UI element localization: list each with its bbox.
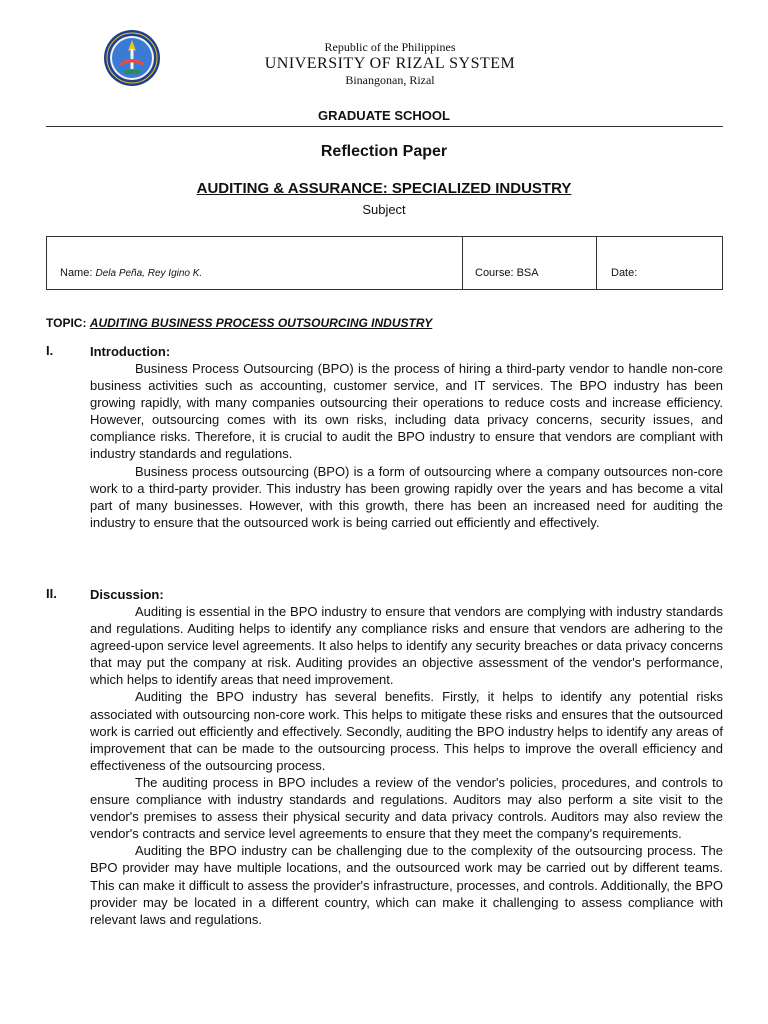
section-number: II.: [46, 586, 57, 601]
paragraph: The auditing process in BPO includes a review of the vendor's policies, procedures, and controls to ensure compliance with industry standards and regulations. Auditors may also perform a site visit to the vendor's premises to assess their physical security and data privacy controls. Auditors may also review the vendor's contracts and service level agreements to ensure that they meet the company's requirements.: [90, 774, 723, 842]
university-seal-icon: [103, 29, 161, 87]
section-discussion: [46, 586, 723, 928]
institution-header: [190, 40, 590, 87]
paper-type: Reflection Paper: [320, 143, 448, 160]
name-label: Name:: [60, 267, 93, 279]
school-name: GRADUATE SCHOOL: [318, 108, 450, 123]
paragraph: Business Process Outsourcing (BPO) is the process of hiring a third-party vendor to handle non-core business activities such as accounting, customer service, and IT services. The BPO industry has been growing rapidly, with many companies outsourcing their operations to reduce costs and increase efficiency. However, outsourcing comes with its own risks, including data privacy concerns, security issues, and compliance risks. Therefore, it is crucial to audit the BPO industry to ensure that vendors are compliant with industry standards and regulations.: [90, 361, 723, 462]
header-divider: [46, 126, 723, 127]
topic-value: AUDITING BUSINESS PROCESS OUTSOURCING INDUSTRY: [89, 316, 433, 330]
topic-label: TOPIC:: [46, 316, 87, 330]
topic-line: [46, 316, 432, 330]
course-cell: [463, 237, 597, 289]
section-number: I.: [46, 343, 54, 358]
paragraph: Auditing the BPO industry can be challenging due to the complexity of the outsourcing process. The BPO provider may have multiple locations, and the outsourced work may be carried out by different teams. This can make it difficult to assess the provider's infrastructure, processes, and controls. Additionally, the BPO provider may be located in a different country, which can make it challenging to assess compliance with relevant laws and regulations.: [90, 843, 723, 927]
student-info-table: [46, 236, 723, 290]
name-cell: [47, 237, 463, 289]
subject-caption: Subject: [362, 202, 406, 217]
paragraph: Auditing the BPO industry has several benefits. Firstly, it helps to identify any potential risks associated with outsourcing non-core work. This helps to mitigate these risks and ensures that the outsourced work is carried out efficiently and effectively. Secondly, auditing the BPO industry helps to identify any areas of improvement that can be made to the outsourcing process. This helps to improve the overall efficiency and effectiveness of the outsourcing process.: [90, 689, 723, 773]
paragraph: Auditing is essential in the BPO industry to ensure that vendors are complying with industry standards and regulations. Auditing helps to identify any compliance risks and ensure that vendors are adhering to the agreed-upon service level agreements. It also helps to identify any security breaches or data privacy concerns that may put the company at risk. Auditing provides an objective assessment of the vendor's performance, which helps to identify areas that need improvement.: [90, 604, 723, 688]
date-label: Date:: [611, 267, 638, 279]
course-label: Course:: [475, 267, 514, 279]
section-heading: Discussion:: [90, 587, 164, 602]
university-location: Binangonan, Rizal: [345, 73, 435, 87]
subject-title: AUDITING & ASSURANCE: SPECIALIZED INDUSTRY: [196, 180, 572, 197]
course-value: BSA: [516, 267, 539, 279]
paragraph: Business process outsourcing (BPO) is a form of outsourcing where a company outsources non-core work to a third-party provider. This industry has been growing rapidly over the years and has become a vital part of many businesses. However, with this growth, there has been an increased need for auditing the industry to ensure that the outsourced work is being carried out efficiently and effectively.: [90, 463, 723, 530]
university-name: UNIVERSITY OF RIZAL SYSTEM: [264, 55, 516, 72]
name-value: Dela Peña, Rey Igino K.: [95, 268, 203, 279]
section-introduction: [46, 343, 723, 531]
date-cell: [597, 237, 722, 289]
section-heading: Introduction:: [90, 344, 171, 359]
republic-line: Republic of the Philippines: [324, 40, 456, 54]
